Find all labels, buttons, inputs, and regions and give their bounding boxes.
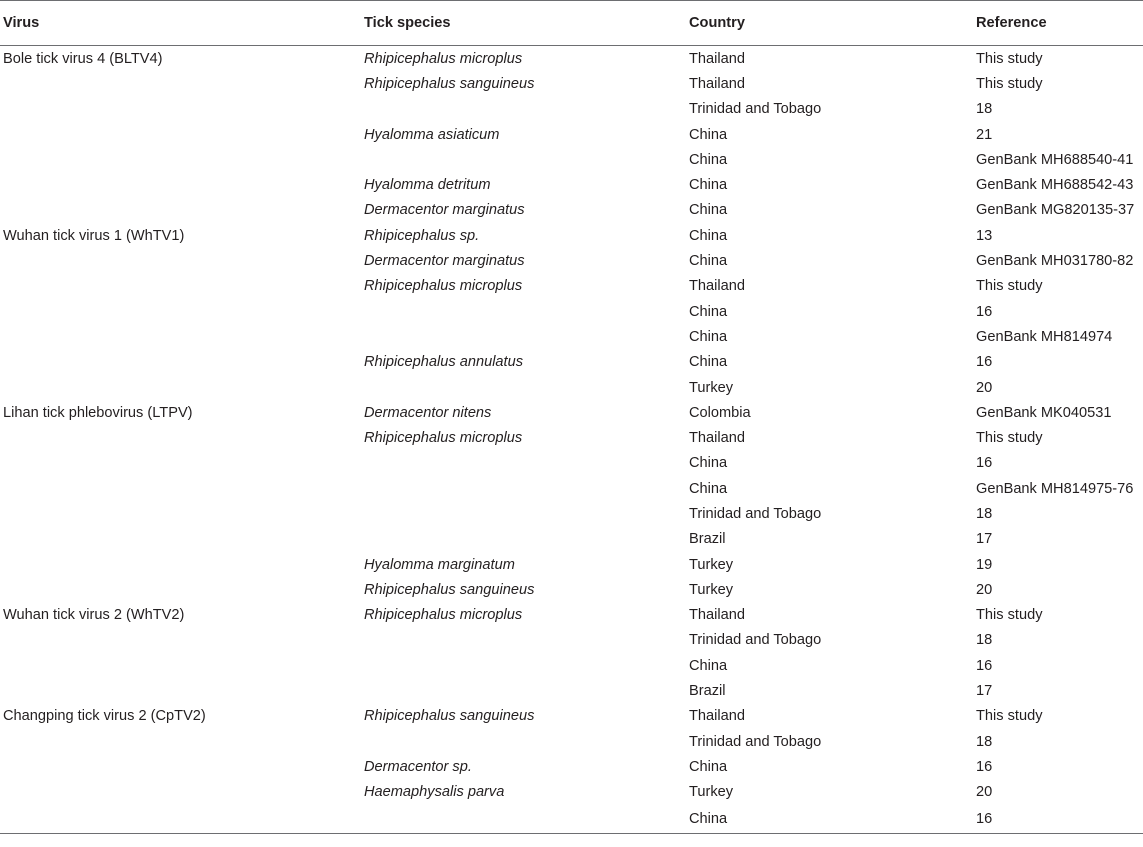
table-row [0, 805, 1143, 834]
cell-country: Colombia [689, 404, 751, 421]
header-row [0, 1, 1143, 46]
cell-country: Thailand [689, 75, 745, 92]
cell-reference: 16 [976, 657, 993, 674]
cell-virus [0, 678, 361, 703]
table-row [0, 451, 1143, 476]
cell-tick-species [361, 451, 686, 476]
table-row [0, 248, 1143, 273]
cell-country: China [689, 202, 728, 219]
cell-reference: This study [976, 278, 1043, 295]
cell-reference: GenBank MH688542-43 [976, 177, 1134, 194]
cell-virus [0, 628, 361, 653]
table-row [0, 122, 1143, 147]
table-row [0, 400, 1143, 425]
cell-country: China [689, 177, 728, 194]
cell-virus [0, 577, 361, 602]
cell-reference: 21 [976, 126, 993, 143]
cell-tick-species: Dermacentor sp. [364, 758, 472, 775]
cell-reference: This study [976, 75, 1043, 92]
cell-country: China [689, 354, 728, 371]
cell-reference: 17 [976, 683, 993, 700]
cell-tick-species: Dermacentor marginatus [364, 202, 525, 219]
cell-tick-species [361, 299, 686, 324]
cell-virus [0, 147, 361, 172]
cell-reference: 18 [976, 733, 993, 750]
cell-tick-species [361, 501, 686, 526]
cell-tick-species [361, 375, 686, 400]
cell-virus: Changping tick virus 2 (CpTV2) [3, 708, 206, 725]
cell-country: China [686, 805, 973, 834]
cell-tick-species [361, 653, 686, 678]
table-row [0, 552, 1143, 577]
cell-reference: 18 [976, 101, 993, 118]
table-row [0, 704, 1143, 729]
table-row [0, 678, 1143, 703]
table-row [0, 299, 1143, 324]
cell-country: China [689, 151, 728, 168]
header-country: Country [686, 1, 973, 46]
table-row [0, 375, 1143, 400]
cell-virus [0, 552, 361, 577]
table-row [0, 729, 1143, 754]
cell-tick-species: Rhipicephalus annulatus [364, 354, 524, 371]
cell-reference: 16 [973, 805, 1143, 834]
cell-country: Thailand [689, 607, 745, 624]
table-row [0, 603, 1143, 628]
table-row [0, 274, 1143, 299]
table-row [0, 425, 1143, 450]
cell-tick-species [361, 147, 686, 172]
table-row [0, 350, 1143, 375]
cell-virus: Wuhan tick virus 2 (WhTV2) [3, 607, 185, 624]
header-reference: Reference [973, 1, 1143, 46]
table-row [0, 780, 1143, 805]
table-row [0, 577, 1143, 602]
cell-country: Turkey [689, 784, 734, 801]
cell-virus [0, 754, 361, 779]
table-row [0, 754, 1143, 779]
cell-virus: Lihan tick phlebovirus (LTPV) [3, 404, 193, 421]
cell-virus [0, 805, 361, 834]
cell-virus [0, 97, 361, 122]
table-row [0, 172, 1143, 197]
cell-virus [0, 71, 361, 96]
cell-reference: GenBank MH688540-41 [976, 151, 1134, 168]
cell-tick-species: Dermacentor nitens [364, 404, 492, 421]
cell-reference: This study [976, 607, 1043, 624]
cell-virus: Wuhan tick virus 1 (WhTV1) [3, 227, 185, 244]
cell-virus [0, 425, 361, 450]
cell-reference: GenBank MG820135-37 [976, 202, 1135, 219]
cell-tick-species: Hyalomma marginatum [364, 556, 515, 573]
cell-virus [0, 527, 361, 552]
cell-virus [0, 324, 361, 349]
cell-reference: 16 [976, 354, 993, 371]
cell-tick-species [361, 476, 686, 501]
cell-tick-species: Hyalomma detritum [364, 177, 491, 194]
table-row [0, 97, 1143, 122]
cell-country: Turkey [689, 581, 734, 598]
cell-tick-species [361, 729, 686, 754]
cell-reference: GenBank MK040531 [976, 404, 1112, 421]
cell-country: Thailand [689, 708, 745, 725]
cell-virus [0, 299, 361, 324]
cell-tick-species: Rhipicephalus microplus [364, 430, 523, 447]
cell-reference: GenBank MH814975-76 [976, 480, 1134, 497]
cell-tick-species [361, 678, 686, 703]
cell-reference: 20 [976, 784, 993, 801]
cell-tick-species [361, 805, 686, 834]
cell-virus: Bole tick virus 4 (BLTV4) [3, 50, 163, 67]
cell-country: China [689, 657, 728, 674]
table-row [0, 71, 1143, 96]
cell-country: China [689, 455, 728, 472]
cell-virus [0, 375, 361, 400]
cell-country: Thailand [689, 50, 745, 67]
cell-tick-species: Dermacentor marginatus [364, 253, 525, 270]
cell-reference: 20 [976, 379, 993, 396]
cell-tick-species: Rhipicephalus sanguineus [364, 75, 535, 92]
table-row [0, 527, 1143, 552]
cell-virus [0, 780, 361, 805]
cell-reference: This study [976, 430, 1043, 447]
cell-tick-species: Rhipicephalus microplus [364, 50, 523, 67]
cell-tick-species: Rhipicephalus microplus [364, 278, 523, 295]
cell-virus [0, 350, 361, 375]
cell-virus [0, 653, 361, 678]
cell-virus [0, 501, 361, 526]
cell-tick-species: Rhipicephalus sp. [364, 227, 480, 244]
cell-reference: 20 [976, 581, 993, 598]
cell-country: Thailand [689, 430, 745, 447]
cell-tick-species: Haemaphysalis parva [364, 784, 505, 801]
cell-country: China [689, 480, 728, 497]
cell-country: China [689, 227, 728, 244]
cell-country: Trinidad and Tobago [689, 632, 822, 649]
cell-reference: 18 [976, 632, 993, 649]
cell-country: China [689, 328, 728, 345]
table-row [0, 198, 1143, 223]
cell-reference: This study [976, 50, 1043, 67]
cell-country: Brazil [689, 531, 726, 548]
cell-reference: 16 [976, 455, 993, 472]
cell-country: Turkey [689, 556, 734, 573]
cell-virus [0, 172, 361, 197]
header-tick-species: Tick species [361, 1, 686, 46]
cell-country: Trinidad and Tobago [689, 505, 822, 522]
table-row [0, 324, 1143, 349]
table-row [0, 223, 1143, 248]
cell-country: Turkey [689, 379, 734, 396]
cell-tick-species [361, 628, 686, 653]
cell-tick-species: Hyalomma asiaticum [364, 126, 500, 143]
cell-reference: GenBank MH814974 [976, 328, 1113, 345]
table-row [0, 653, 1143, 678]
table-row [0, 628, 1143, 653]
cell-reference: 16 [976, 758, 993, 775]
cell-virus [0, 476, 361, 501]
table-row [0, 46, 1143, 72]
cell-virus [0, 248, 361, 273]
cell-virus [0, 122, 361, 147]
cell-virus [0, 451, 361, 476]
cell-reference: 13 [976, 227, 993, 244]
header-virus: Virus [0, 1, 361, 46]
cell-country: China [689, 126, 728, 143]
cell-reference: GenBank MH031780-82 [976, 253, 1134, 270]
cell-tick-species: Rhipicephalus microplus [364, 607, 523, 624]
table-row [0, 501, 1143, 526]
cell-reference: 16 [976, 303, 993, 320]
cell-country: Trinidad and Tobago [689, 101, 822, 118]
cell-reference: 19 [976, 556, 993, 573]
cell-tick-species: Rhipicephalus sanguineus [364, 581, 535, 598]
table-body [0, 46, 1143, 834]
cell-tick-species [361, 97, 686, 122]
cell-reference: 18 [976, 505, 993, 522]
table-header [0, 1, 1143, 46]
cell-country: Thailand [689, 278, 745, 295]
cell-country: China [689, 303, 728, 320]
cell-country: Brazil [689, 683, 726, 700]
cell-country: Trinidad and Tobago [689, 733, 822, 750]
cell-tick-species: Rhipicephalus sanguineus [364, 708, 535, 725]
table-row [0, 476, 1143, 501]
cell-tick-species [361, 324, 686, 349]
cell-country: China [689, 758, 728, 775]
cell-reference: 17 [976, 531, 993, 548]
cell-country: China [689, 253, 728, 270]
table-row [0, 147, 1143, 172]
cell-tick-species [361, 527, 686, 552]
cell-virus [0, 198, 361, 223]
cell-virus [0, 274, 361, 299]
cell-reference: This study [976, 708, 1043, 725]
cell-virus [0, 729, 361, 754]
